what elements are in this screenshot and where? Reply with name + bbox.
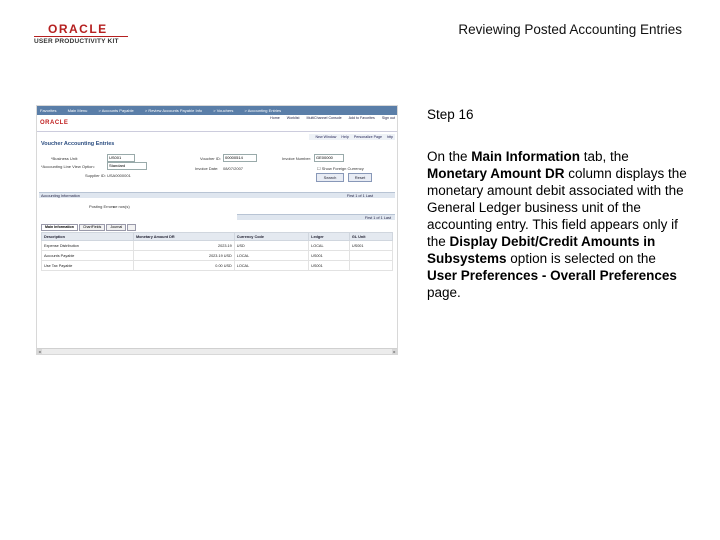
invoice-number-label: Invoice Number: <box>282 156 312 161</box>
horizontal-scrollbar[interactable] <box>37 348 397 354</box>
step-emphasis: Main Information <box>471 149 581 164</box>
app-banner <box>37 115 397 132</box>
supplier-value: USA0000001 <box>107 173 131 178</box>
show-foreign-checkbox[interactable]: ☐ Show Foreign Currency <box>317 166 364 171</box>
cell: US001 <box>349 241 392 251</box>
accounting-info-bar <box>39 192 395 198</box>
tab-journal[interactable]: Journal <box>106 224 126 231</box>
app-brand: ORACLE <box>40 120 69 126</box>
nav-item[interactable]: > Accounting Entries <box>244 108 282 113</box>
col-monetary-amount-dr: Monetary Amount DR <box>133 233 234 241</box>
accounting-view-label: *Accounting Line View Option: <box>41 164 95 169</box>
col-description: Description <box>42 233 134 241</box>
logo-subtitle: USER PRODUCTIVITY KIT <box>34 38 119 45</box>
nav-item[interactable]: Main Menu <box>67 108 88 113</box>
invoice-date-value: 08/07/2007 <box>223 166 244 171</box>
new-window-link[interactable]: New Window <box>315 135 337 139</box>
document-title: Reviewing Posted Accounting Entries <box>458 22 682 37</box>
help-link[interactable]: Help <box>341 135 349 139</box>
search-button[interactable]: Search <box>316 173 344 182</box>
scroll-right-icon[interactable]: ▸ <box>393 349 396 354</box>
posting-errors-label: Posting Errors: <box>89 204 116 209</box>
page-title: Voucher Accounting Entries <box>41 141 115 147</box>
accounting-info-title: Accounting Information <box>41 194 80 198</box>
accounting-view-select[interactable]: Standard <box>107 162 147 170</box>
personalize-link[interactable]: Personalize Page <box>353 135 382 139</box>
step-label: Step 16 <box>427 107 474 122</box>
logo-rule <box>34 36 128 37</box>
show-foreign-label: Show Foreign Currency <box>321 166 364 171</box>
cell: 2023.19 USD <box>133 251 234 261</box>
nav-item[interactable]: > Accounts Payable <box>98 108 134 113</box>
page-links <box>309 134 395 140</box>
cell: US001 <box>309 251 350 261</box>
http-link[interactable]: http <box>387 135 393 139</box>
business-unit-field[interactable]: US001 <box>107 154 135 162</box>
application-screenshot <box>36 105 398 355</box>
accounting-entries-table <box>41 232 393 271</box>
oracle-upk-logo <box>34 22 128 48</box>
cell <box>349 261 392 271</box>
step-text: On the <box>427 149 472 164</box>
invoice-number-field[interactable]: GE00000 <box>314 154 344 162</box>
voucher-field[interactable]: 00000514 <box>223 154 257 162</box>
step-text: column displays the monetary amount debit associated with the General Ledger business unit of the accounting entry. This field appears only if the <box>427 166 687 249</box>
tab-main-information[interactable]: Main Information <box>41 224 78 231</box>
step-text: option is selected on the <box>506 251 656 266</box>
nav-item[interactable]: Favorites <box>40 108 57 113</box>
tab-chartfields[interactable]: ChartFields <box>79 224 105 231</box>
cell: LOCAL <box>309 241 350 251</box>
breadcrumb-nav <box>37 106 397 115</box>
grid-pager[interactable]: First 1 of 1 Last <box>364 216 391 220</box>
step-description <box>427 148 689 301</box>
col-ledger: Ledger <box>309 233 350 241</box>
menu-worklist[interactable]: Worklist <box>286 116 300 120</box>
table-row <box>42 241 393 251</box>
logo-wordmark: ORACLE <box>48 22 108 36</box>
nav-item[interactable]: > Vouchers <box>213 108 234 113</box>
table-row <box>42 261 393 271</box>
cell <box>349 251 392 261</box>
step-emphasis: Monetary Amount DR <box>427 166 565 181</box>
cell: US001 <box>309 261 350 271</box>
tab-bar <box>41 224 137 230</box>
cell: LOCAL <box>234 261 308 271</box>
menu-signout[interactable]: Sign out <box>381 116 395 120</box>
tab-more[interactable] <box>127 224 136 231</box>
pager[interactable]: First 1 of 1 Last <box>346 194 373 198</box>
menu-favorites[interactable]: Add to Favorites <box>348 116 375 120</box>
cell: 2023.19 <box>133 241 234 251</box>
invoice-date-label: Invoice Date: <box>195 166 219 171</box>
cell: Accounts Payable <box>42 251 134 261</box>
posting-errors-value: ne row(s) <box>113 204 130 209</box>
scroll-left-icon[interactable]: ◂ <box>38 349 41 354</box>
step-text: tab, the <box>580 149 629 164</box>
col-gl-unit: GL Unit <box>349 233 392 241</box>
step-emphasis: User Preferences - Overall Preferences <box>427 268 677 283</box>
voucher-label: Voucher ID: <box>200 156 221 161</box>
menu-multichannel[interactable]: MultiChannel Console <box>306 116 342 120</box>
table-row <box>42 251 393 261</box>
col-currency-code: Currency Code <box>234 233 308 241</box>
app-menu <box>264 116 395 120</box>
cell: 0.00 USD <box>133 261 234 271</box>
cell: LOCAL <box>234 251 308 261</box>
reset-button[interactable]: Reset <box>348 173 372 182</box>
grid-toolbar <box>237 214 395 220</box>
step-emphasis: Display Debit/Credit Amounts in Subsystems <box>427 234 656 266</box>
nav-item[interactable]: > Review Accounts Payable Info <box>144 108 203 113</box>
business-unit-label: *Business Unit: <box>51 156 79 161</box>
cell: Use Tax Payable <box>42 261 134 271</box>
step-text: page. <box>427 285 461 300</box>
table-header-row <box>42 233 393 241</box>
cell: Expense Distribution <box>42 241 134 251</box>
supplier-label: Supplier ID: <box>85 173 106 178</box>
cell: USD <box>234 241 308 251</box>
menu-home[interactable]: Home <box>270 116 280 120</box>
